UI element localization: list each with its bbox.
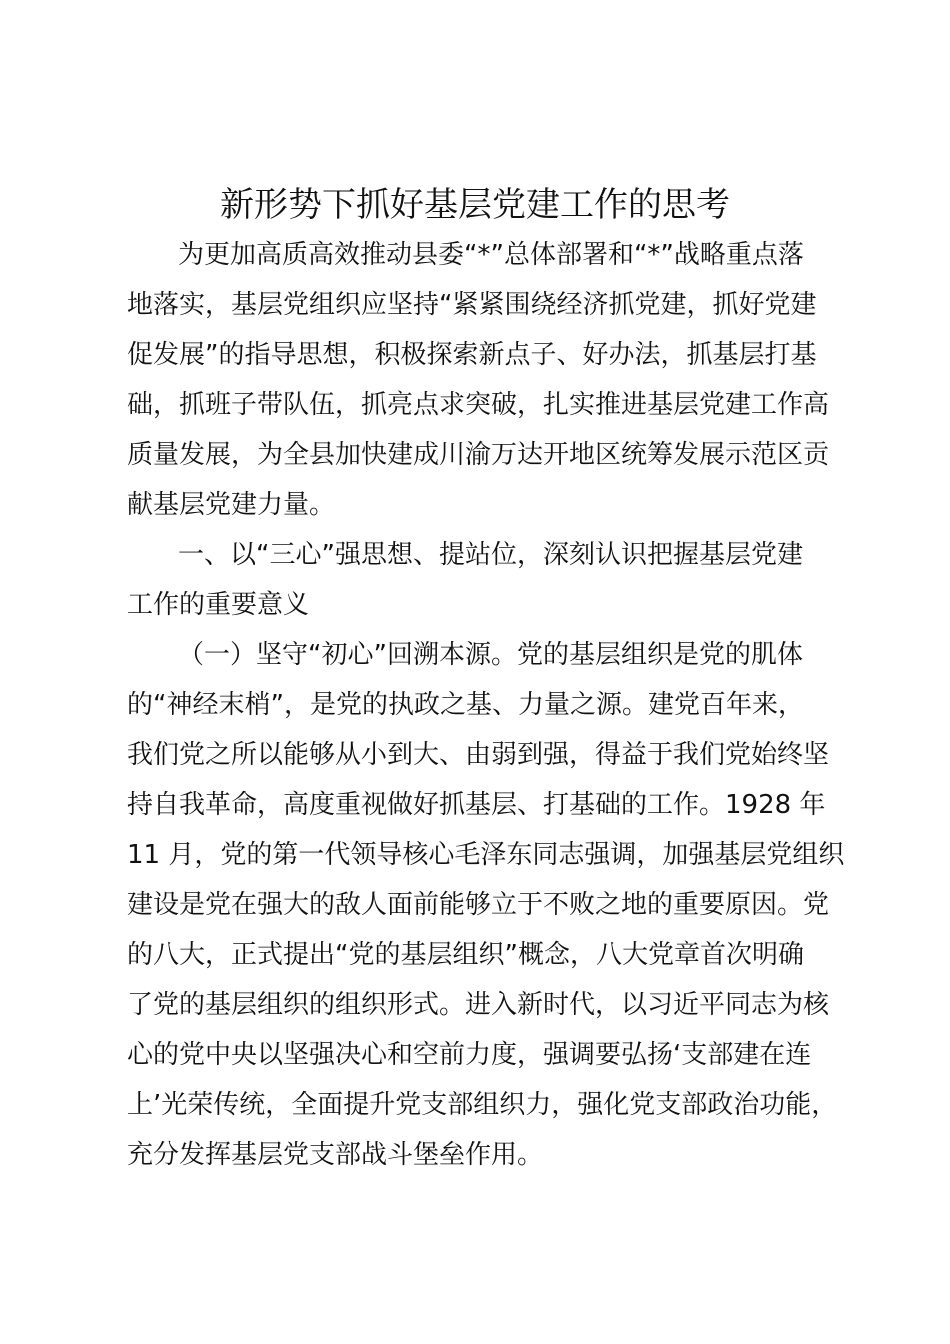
- paragraph-2-line-2: 的“神经末梢”，是党的执政之基、力量之源。建党百年来，: [127, 690, 804, 720]
- paragraph-2-line-9: 心的党中央以坚强决心和空前力度，强调要弘扬‘支部建在连: [127, 1040, 812, 1070]
- paragraph-1-line-4: 础，抓班子带队伍，抓亮点求突破，扎实推进基层党建工作高: [127, 390, 830, 420]
- paragraph-2-line-5: 11 月，党的第一代领导核心毛泽东同志强调，加强基层党组织: [127, 840, 845, 870]
- paragraph-1-line-1: 为更加高质高效推动县委“*”总体部署和“*”战略重点落: [178, 240, 804, 270]
- paragraph-2-line-8: 了党的基层组织的组织形式。进入新时代，以习近平同志为核: [127, 990, 830, 1020]
- paragraph-1-line-3: 促发展”的指导思想，积极探索新点子、好办法，抓基层打基: [127, 340, 817, 370]
- paragraph-1-line-2: 地落实，基层党组织应坚持“紧紧围绕经济抓党建，抓好党建: [127, 290, 817, 320]
- paragraph-2-line-3: 我们党之所以能够从小到大、由弱到强，得益于我们党始终坚: [127, 740, 830, 770]
- paragraph-2-line-1: （一）坚守“初心”回溯本源。党的基层组织是党的肌体: [178, 640, 803, 670]
- paragraph-1-line-6: 献基层党建力量。: [127, 490, 336, 520]
- section-heading-line-2: 工作的重要意义: [127, 590, 310, 620]
- paragraph-1-line-5: 质量发展，为全县加快建成川渝万达开地区统筹发展示范区贡: [127, 440, 830, 470]
- section-heading-line-1: 一、以“三心”强思想、提站位，深刻认识把握基层党建: [178, 540, 803, 570]
- paragraph-2-line-10: 上’光荣传统，全面提升党支部组织力，强化党支部政治功能，: [127, 1090, 838, 1120]
- paragraph-2-line-7: 的八大，正式提出“党的基层组织”概念，八大党章首次明确: [127, 940, 804, 970]
- paragraph-2-line-4: 持自我革命，高度重视做好抓基层、打基础的工作。1928 年: [127, 790, 826, 820]
- paragraph-2-line-11: 充分发挥基层党支部战斗堡垒作用。: [127, 1140, 544, 1170]
- paragraph-2-line-6: 建设是党在强大的敌人面前能够立于不败之地的重要原因。党: [127, 890, 830, 920]
- document-title: 新形势下抓好基层党建工作的思考: [220, 185, 730, 225]
